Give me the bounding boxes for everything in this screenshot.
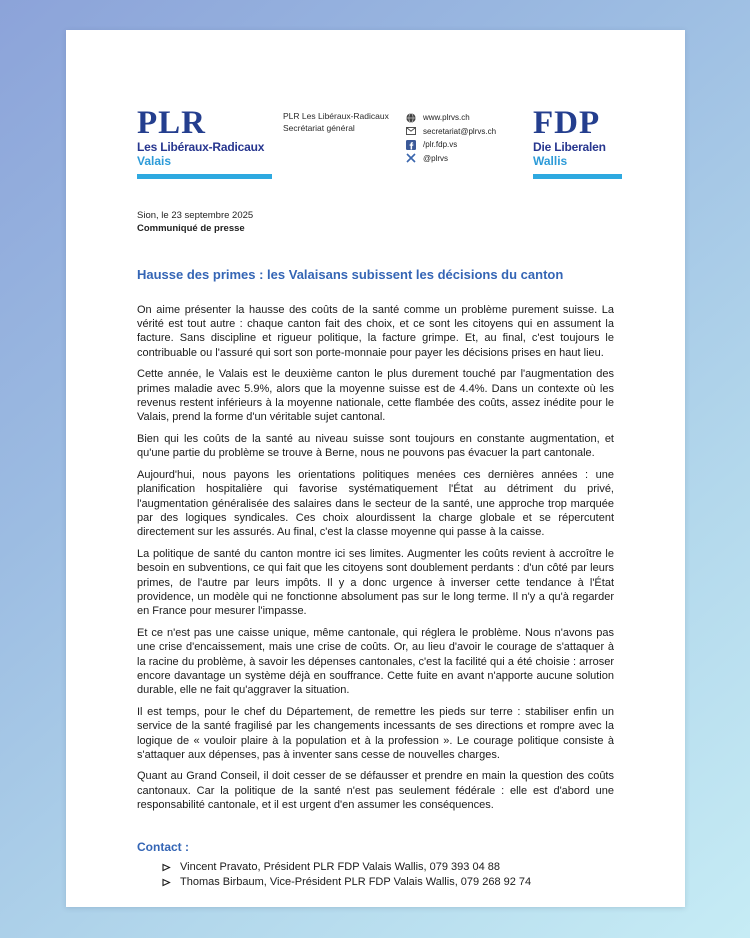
body-paragraph: La politique de santé du canton montre ici ses limites. Augmenter les coûts revient à accroître le besoin en subventions, ce qui fait que les citoyens sont doublement perdants : d'un côté par leurs primes, de l'autre par leurs impôts. Il y a donc urgence à inverser cette tendance à l'État providence, un modèle qui ne fonctionne absolument pas sur le long terme. Il n'y a qu'à regarder en France pour mesurer l'impasse. [137,547,614,618]
globe-icon [406,113,416,123]
x-handle-label: @plrvs [423,153,449,163]
body-paragraph: Cette année, le Valais est le deuxième canton le plus durement touché par l'augmentation des primes maladie avec 5.9%, alors que la moyenne suisse est de 4.4%. Dans un contexte où les revenus restent inférieurs à la moyenne nationale, cette flambée des coûts, assez inédite pour le Valais, prend la forme d'un véritable sujet cantonal. [137,368,614,424]
facebook-icon [406,140,416,150]
contact-entry-text: Vincent Pravato, Président PLR FDP Valais Wallis, 079 393 04 88 [180,860,500,873]
org-block [283,111,389,135]
body-paragraph: Quant au Grand Conseil, il doit cesser de se défausser et prendre en main la question des coûts cantonaux. Car la politique de la santé n'est pas seulement fédérale : elle est d'abord une responsabilité cantonale, et il est urgent d'en assumer les conséquences. [137,770,614,812]
body-paragraph: Bien qui les coûts de la santé au niveau suisse sont toujours en constante augmentation, et qu'une partie du problème se trouve à Berne, nous ne pouvons pas évacuer la part cantonale. [137,432,614,460]
contact-entry [162,875,614,890]
plr-logo-line2: Valais [137,154,172,168]
email-label: secretariat@plrvs.ch [423,126,497,136]
facebook-label: /plr.fdp.vs [423,140,458,150]
fdp-logo-acronym: FDP [533,105,601,141]
fdp-logo-line2: Wallis [533,154,568,168]
link-row-website [406,111,496,125]
plr-logo-bar [137,174,272,179]
email-icon [406,126,416,136]
dateline: Sion, le 23 septembre 2025 [137,210,254,221]
fdp-logo [533,105,622,179]
contact-section [137,840,614,890]
body-paragraph: Et ce n'est pas une caisse unique, même cantonale, qui réglera le problème. Nous n'avons pas une crise d'encaissement, mais une crise de coûts. Or, au lieu d'avoir le courage de s'attaquer à la racine du problème, à savoir les dépenses cantonales, c'est la facilité qui a été choisie : arroser encore davantage un système déjà en souffrance. Cette fuite en avant n'apporte aucune solution durable, elle ne fait qu'aggraver la situation. [137,626,614,697]
contact-heading: Contact : [137,839,189,854]
doc-type: Communiqué de presse [137,222,245,234]
letterhead [137,105,614,178]
org-name: PLR Les Libéraux-Radicaux [283,111,389,121]
body-paragraph: On aime présenter la hausse des coûts de la santé comme un problème purement suisse. La vérité est tout autre : chaque canton fait des choix, et ce sont les citoyens qui en assument la facture. Sans discipline et rigueur politique, la facture grimpe. Et, au final, c'est toujours le contribuable ou l'assuré qui sort son porte-monnaie pour payer les décisions prises en haut lieu. [137,303,614,359]
plr-logo-acronym: PLR [137,105,206,141]
arrow-bullet-icon [162,863,171,872]
fdp-logo-bar [533,174,622,179]
website-label: www.plrvs.ch [423,113,470,123]
link-row-email [406,125,496,139]
fdp-logo-line1: Die Liberalen [533,140,606,154]
document-page [66,30,685,907]
contact-entry [162,860,614,875]
link-row-facebook [406,138,496,152]
contact-entry-text: Thomas Birbaum, Vice-Président PLR FDP Valais Wallis, 079 268 92 74 [180,875,532,888]
page-title: Hausse des primes : les Valaisans subissent les décisions du canton [137,266,564,282]
body-paragraph: Il est temps, pour le chef du Département, de remettre les pieds sur terre : stabiliser enfin un service de la santé fragilisé par les changements incessants de ses directions et rompre avec la logique de « vouloir plaire à la population et à la profession ». Le courage politique consiste à s'attaquer aux dépenses, pas à inventer sans cesse de nouvelles charges. [137,705,614,761]
contact-links [406,111,496,165]
arrow-bullet-icon [162,878,171,887]
plr-logo [137,105,272,179]
org-unit: Secrétariat général [283,122,355,133]
link-row-x [406,152,496,166]
body-paragraph: Aujourd'hui, nous payons les orientations politiques menées ces dernières années : une planification hospitalière qui favorise systématiquement l'État au détriment du privé, l'augmentation généralisée des salaires dans le secteur de la santé, une approche trop marquée par des logiques syndicales. Ces choix alourdissent la charge globale et se répercutent directement sur les assurés. Au final, c'est la classe moyenne qui passe à la caisse. [137,468,614,539]
plr-logo-line1: Les Libéraux-Radicaux [137,140,265,154]
x-icon [406,153,416,163]
